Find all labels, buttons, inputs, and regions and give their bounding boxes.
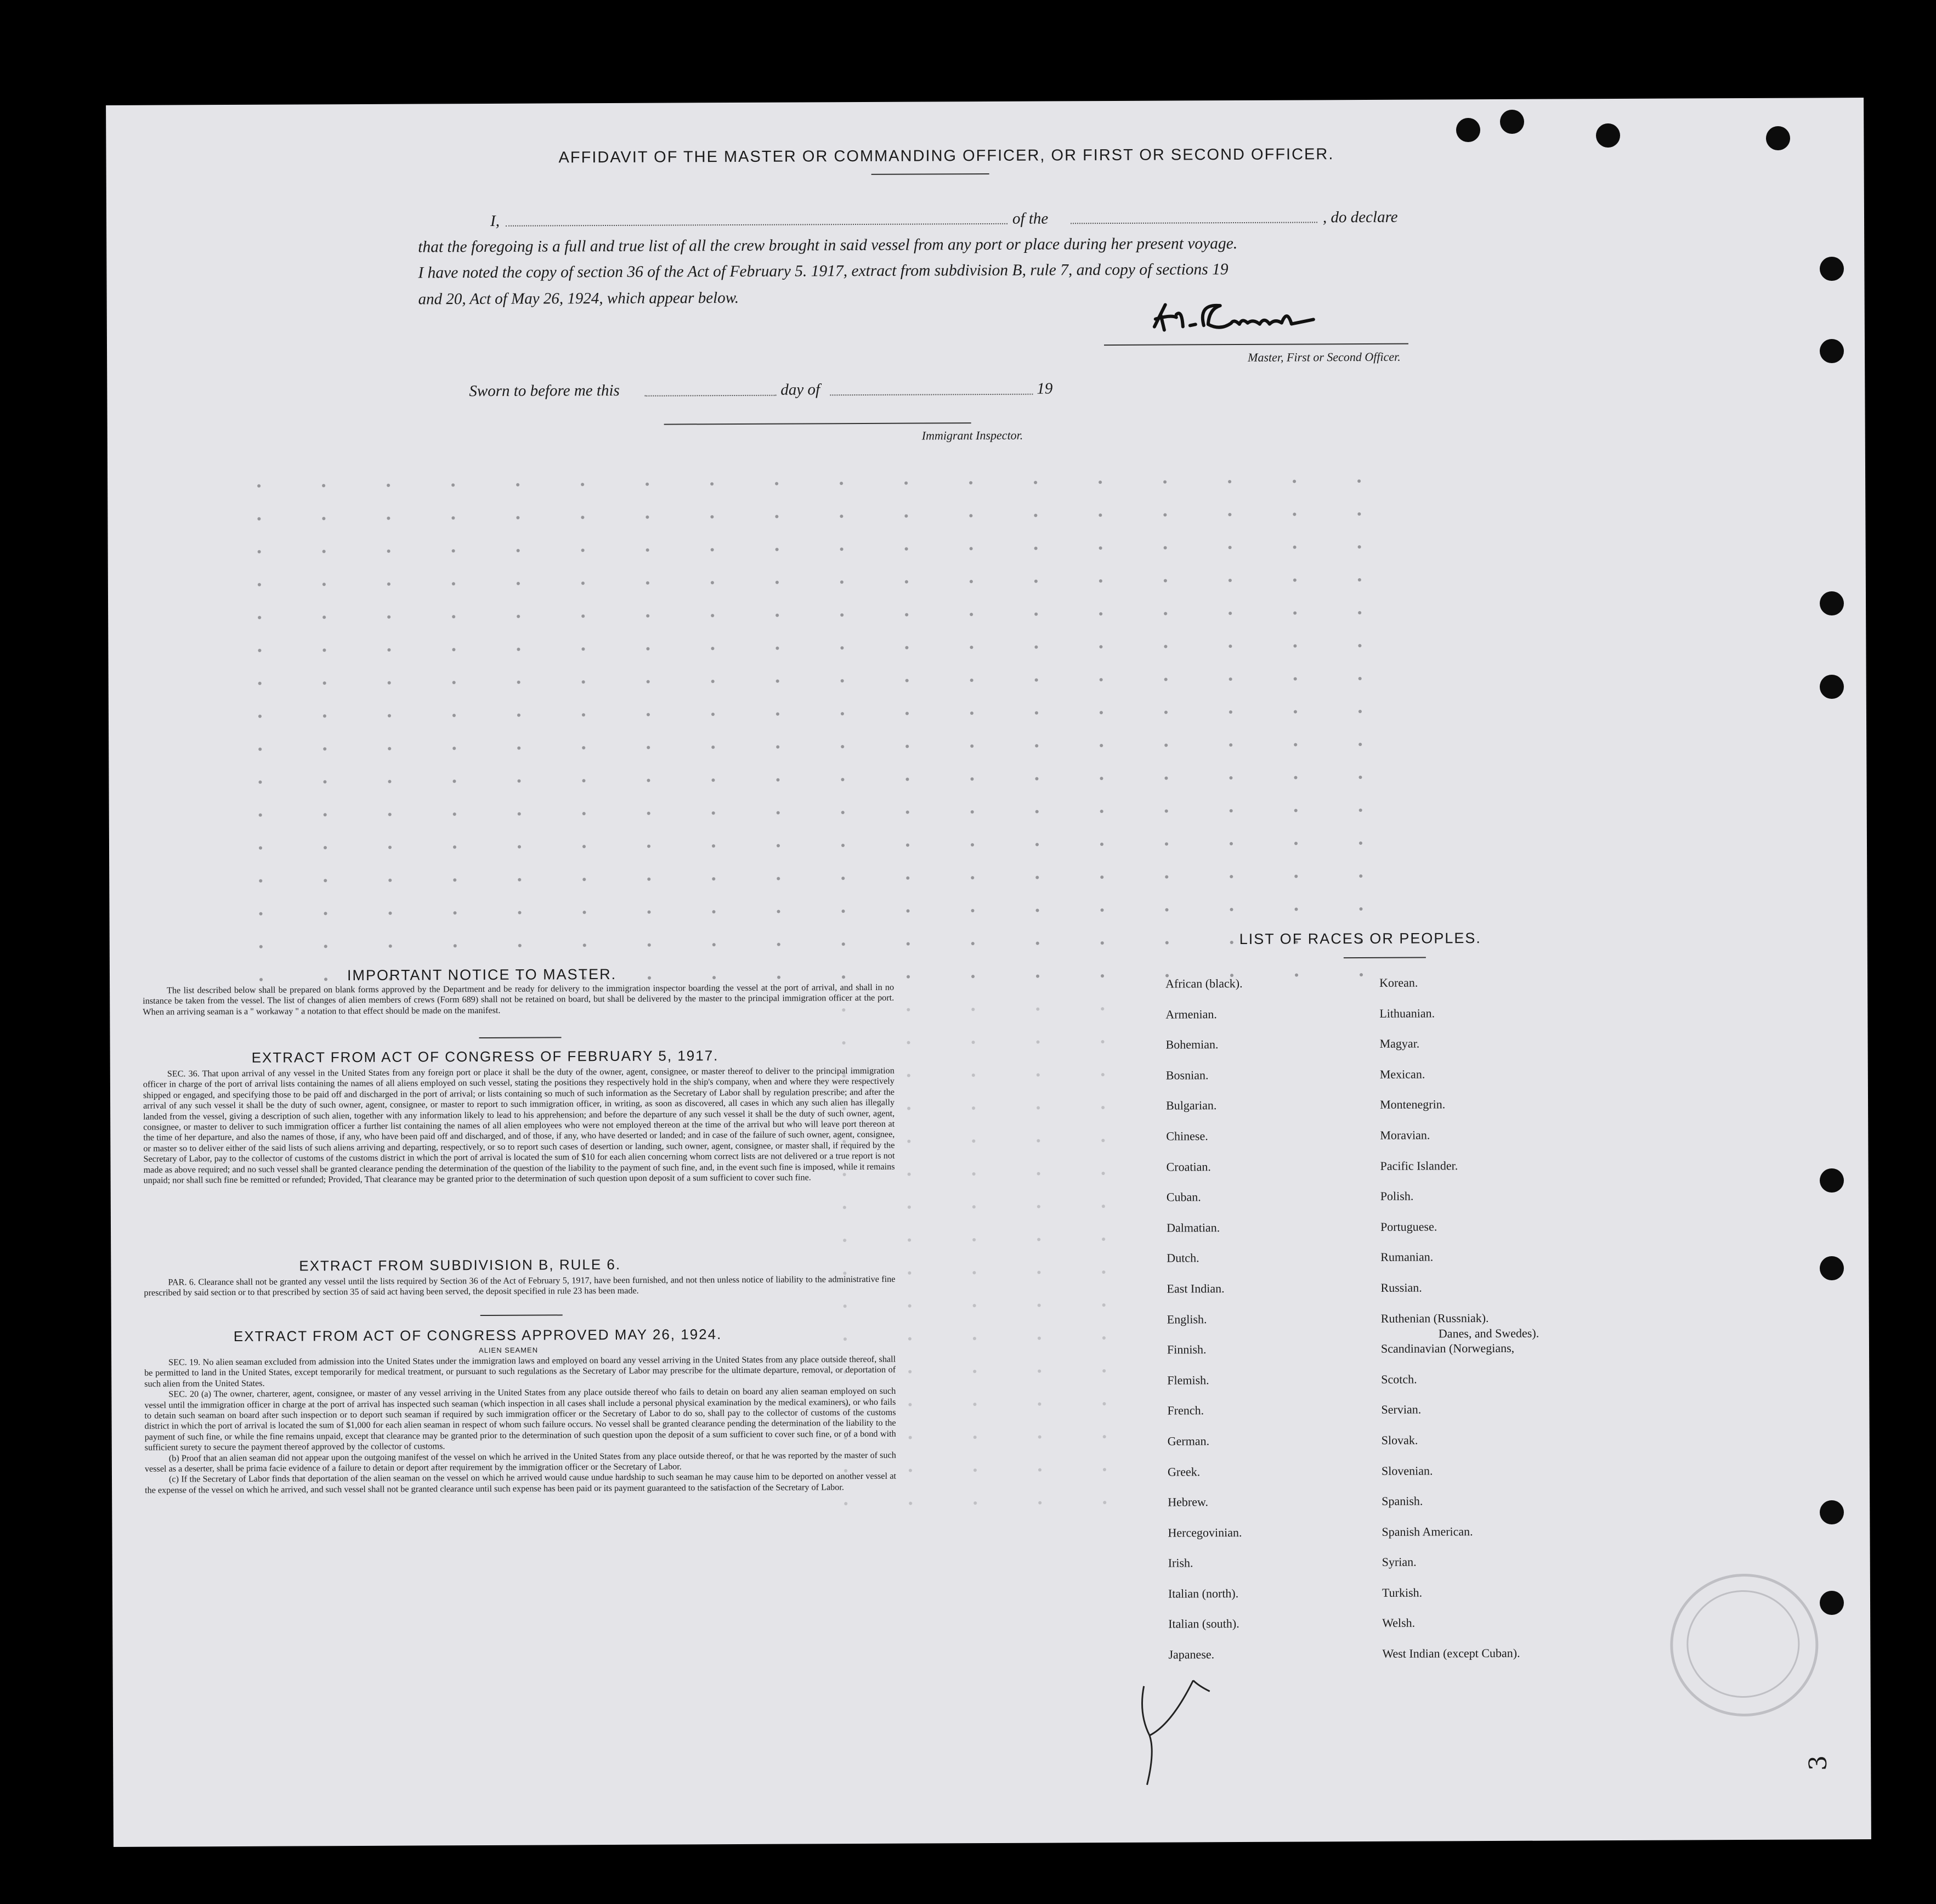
subdivision-b-paragraph: PAR. 6. Clearance shall not be granted any vessel until the lists required by Section 36 of the Act of February 5, 1917, have been furnished, and not then unless notice of liability to the administrative fine prescribed by said section or to that prescribed by section 35 of said act having been served, the deposit specified in rule 23 has been made. [144, 1274, 896, 1298]
affidavit-line-3: I have noted the copy of section 36 of the Act of February 5. 1917, extract from subdivision B, rule 7, and copy of sections 19 [418, 261, 1229, 282]
race-item: Bulgarian. [1166, 1098, 1217, 1112]
punch-hole [1820, 591, 1844, 615]
signature-caption: Master, First or Second Officer. [1248, 349, 1401, 364]
race-item: Bohemian. [1165, 1037, 1219, 1052]
punch-hole [1820, 1500, 1844, 1524]
race-item: Hercegovinian. [1168, 1525, 1242, 1540]
race-item: Japanese. [1168, 1647, 1215, 1662]
race-item: Pacific Islander. [1380, 1158, 1458, 1173]
race-item: Dutch. [1167, 1251, 1199, 1265]
race-item: Korean. [1379, 975, 1418, 990]
subdivision-b-text [144, 1274, 895, 1299]
affidavit-i: I, [490, 212, 500, 230]
extract-1917-paragraph: SEC. 36. That upon arrival of any vessel in the United States from any foreign port or place it shall be the duty of the owner, agent, consignee, or master thereof to deliver to the principal immigration officer in charge of the port of arrival lists containing the names of all aliens employed on such vessel, stating the positions they respectively hold in the ship's company, when and where they were respectively shipped or engaged, and specifying those to be paid off and discharged in the port of arrival; or lists containing so much of such information as the Secretary of Labor shall by regulation prescribe; and after the arrival of any such vessel it shall be the duty of such owner, agent, consignee, or master to report to such immigration officer, in writing, as soon as discovered, all cases in which any such alien has illegally landed from the vessel, giving a description of such alien, together with any information likely to lead to his apprehension; and before the departure of any such vessel it shall be the duty of such owner, agent, consignee, or master to deliver to such immigration officer a further list containing the names of all alien employees who were not employed thereon at the time of the arrival but who will leave port thereon at the time of her departure, and also the names of those, if any, who have been paid off and discharged, and of those, if any, who have deserted or landed; and in case of the failure of such owner, agent, consignee, or master so to deliver either of the said lists of such aliens arriving and departing, respectively, or so to report such cases of desertion or landing, such owner, agent, consignee, or master shall, if required by the Secretary of Labor, pay to the collector of customs of the customs district in which the port of arrival is located the sum of $10 for each alien concerning whom correct lists are not delivered or a true report is not made as above required; and no such vessel shall be granted clearance pending the determination of the question of the liability to the payment of such fine, and, in the event such fine is imposed, while it remains unpaid; nor shall such fine be remitted or refunded; Provided, That clearance may be granted prior to the determination of such question upon deposit of a sum sufficient to cover such fine. [143, 1065, 895, 1185]
affidavit-line-2: that the foregoing is a full and true list of all the crew brought in said vessel from any port or place during her present voyage. [418, 235, 1238, 256]
punch-hole [1820, 1256, 1844, 1280]
race-item: Turkish. [1382, 1585, 1423, 1600]
punch-hole [1766, 126, 1790, 150]
race-item: English. [1167, 1312, 1207, 1326]
punch-hole [1820, 339, 1844, 363]
race-item: Finnish. [1167, 1342, 1207, 1357]
affidavit-declare: , do declare [1322, 208, 1398, 227]
extract-1917-heading: EXTRACT FROM ACT OF CONGRESS OF FEBRUARY 5, 1917. [251, 1047, 719, 1066]
race-item: Rumanian. [1380, 1250, 1434, 1264]
affidavit-of-the: of the [1012, 210, 1049, 228]
race-item: Polish. [1380, 1189, 1414, 1204]
race-item: Armenian. [1165, 1007, 1217, 1021]
race-item: Hebrew. [1168, 1495, 1208, 1509]
extract-1924-text [144, 1354, 896, 1496]
sec-20c-paragraph: (c) If the Secretary of Labor finds that deportation of the alien seaman on the vessel on which he arrived would cause undue hardship to such seaman he may cause him to be deported on another vessel at the expense of the vessel on which he arrived, and such vessel shall not be granted clearance until such expense has been paid or its payment guaranteed to the satisfaction of the Secretary of Labor. [145, 1471, 897, 1495]
race-item: Slovak. [1381, 1433, 1418, 1447]
race-item: Scotch. [1381, 1372, 1417, 1386]
race-item: Moravian. [1380, 1128, 1430, 1142]
race-item: Chinese. [1166, 1129, 1208, 1143]
race-item: Syrian. [1382, 1555, 1417, 1569]
race-item: Spanish. [1382, 1494, 1423, 1508]
subdivision-b-heading: EXTRACT FROM SUBDIVISION B, RULE 6. [299, 1256, 621, 1274]
notice-text [143, 982, 894, 1018]
scandinavian-continuation: Danes, and Swedes). [1438, 1326, 1539, 1341]
race-item: Servian. [1381, 1402, 1422, 1417]
race-item: Croatian. [1166, 1159, 1211, 1174]
affidavit-line-4: and 20, Act of May 26, 1924, which appear below. [418, 289, 739, 308]
race-item: Spanish American. [1382, 1524, 1473, 1539]
race-item: Greek. [1167, 1464, 1201, 1479]
sworn-label: Sworn to before me this [469, 381, 620, 400]
punch-hole [1456, 118, 1480, 142]
punch-hole [1820, 1591, 1844, 1615]
race-item: Italian (south). [1168, 1617, 1239, 1631]
document-page [106, 98, 1871, 1847]
race-item: Russian. [1380, 1280, 1422, 1295]
race-item: Montenegrin. [1380, 1097, 1446, 1112]
day-of-label: day of [780, 381, 820, 399]
race-item: Magyar. [1379, 1036, 1420, 1051]
race-item: Slovenian. [1381, 1463, 1433, 1478]
races-left-column [1165, 968, 1246, 1670]
race-item: Mexican. [1379, 1067, 1425, 1081]
sec-20a-paragraph: SEC. 20 (a) The owner, charterer, agent, consignee, or master of any vessel arriving in the United States from any place outside thereof who fails to detain on board any alien seaman employed on such vessel until the immigration officer in charge at the port of arrival has inspected such seaman (which inspection in all cases shall include a personal physical examination by the medical examiners), or who fails to detain such seaman on board after such inspection or to deport such seaman if required by such immigration officer or the Secretary of Labor to do so, shall pay to the collector of customs of the customs district in which the port of arrival is located the sum of $1,000 for each alien seaman in respect of whom such failure occurs. No vessel shall be granted clearance pending the determination of the liability to the payment of such fine, or while the fine remains unpaid, except that clearance may be granted prior to the determination of such question upon the deposit of a sum sufficient to cover such fine, or of a bond with sufficient surety to secure the payment thereof approved by the collector of customs. [144, 1386, 896, 1453]
race-item: Dalmatian. [1166, 1220, 1220, 1235]
inspector-caption: Immigrant Inspector. [921, 428, 1023, 443]
race-item: Flemish. [1167, 1372, 1209, 1387]
pen-scribble [1117, 1675, 1260, 1801]
notice-paragraph: The list described below shall be prepared on blank forms approved by the Department and be ready for delivery to the immigration inspector boarding the vessel at the port of arrival, and shall in no instance be taken from the vessel. The list of changes of alien members of crews (Form 689) shall not be retained on board, but shall be delivered by the master to the principal immigration officer at the port. When an arriving seaman is a " workaway " a notation to that effect should be made on the manifest. [143, 982, 895, 1017]
punch-hole [1500, 110, 1524, 134]
race-item: Ruthenian (Russniak). [1380, 1310, 1489, 1325]
race-item: East Indian. [1167, 1281, 1225, 1296]
affidavit-heading: AFFIDAVIT OF THE MASTER OR COMMANDING OFFICER, OR FIRST OR SECOND OFFICER. [558, 145, 1334, 167]
extract-1917-text [143, 1066, 895, 1186]
extract-1924-heading: EXTRACT FROM ACT OF CONGRESS APPROVED MAY 26, 1924. [233, 1326, 722, 1345]
page-mark: 3 [1804, 1755, 1832, 1771]
race-item: French. [1167, 1403, 1204, 1417]
race-item: German. [1167, 1434, 1210, 1448]
race-item: Welsh. [1382, 1616, 1416, 1630]
race-item: African (black). [1165, 976, 1243, 991]
punch-hole [1820, 257, 1844, 281]
race-item: West Indian (except Cuban). [1382, 1646, 1520, 1660]
race-item: Scandinavian (Norwegians, [1380, 1341, 1515, 1356]
races-right-column [1379, 967, 1520, 1669]
official-seal-inner-ring [1686, 1590, 1800, 1698]
race-item: Italian (north). [1168, 1586, 1239, 1601]
sec-20b-paragraph: (b) Proof that an alien seaman did not appear upon the outgoing manifest of the vessel on which he arrived in the United States from any place outside thereof, or that he was reported by the master of such vessel as a deserter, shall be prima facie evidence of a failure to detain or deport after requirement by the immigration officer or the Secretary of Labor. [144, 1450, 896, 1474]
punch-hole [1596, 123, 1620, 148]
alien-seamen-subheading: ALIEN SEAMEN [478, 1346, 539, 1355]
sec-19-paragraph: SEC. 19. No alien seaman excluded from admission into the United States under the immigration laws and employed on board any vessel arriving in the United States from any place outside thereof, shall be permitted to land in the United States, except temporarily for medical treatment, or pursuant to such regulations as the Secretary of Labor may prescribe for the ultimate departure, removal, or deportation of such alien from the United States. [144, 1354, 896, 1389]
race-item: Cuban. [1166, 1190, 1201, 1204]
race-item: Irish. [1168, 1556, 1193, 1570]
race-item: Bosnian. [1165, 1068, 1209, 1082]
punch-hole [1820, 1168, 1844, 1193]
races-heading: LIST OF RACES OR PEOPLES. [1239, 930, 1481, 948]
race-item: Portuguese. [1380, 1219, 1437, 1234]
punch-hole [1820, 675, 1844, 699]
race-item: Lithuanian. [1379, 1006, 1435, 1020]
notice-heading: IMPORTANT NOTICE TO MASTER. [347, 965, 617, 984]
year-label: 19 [1037, 380, 1053, 398]
